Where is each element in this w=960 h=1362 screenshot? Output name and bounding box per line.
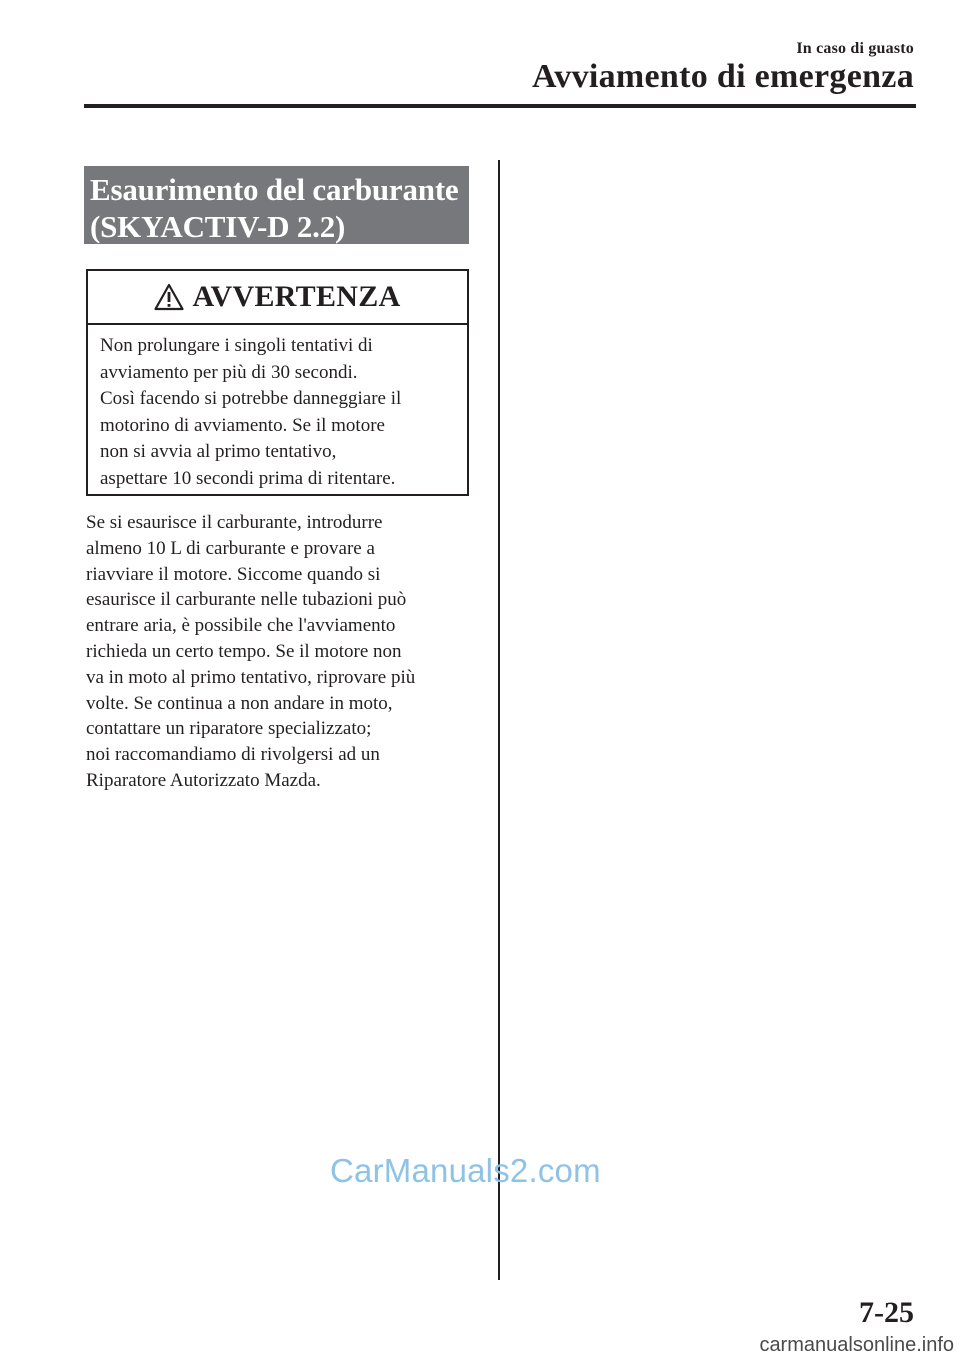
warning-title: AVVERTENZA	[192, 280, 401, 313]
warning-box	[86, 269, 469, 496]
warning-header	[88, 271, 467, 325]
body-line: noi raccomandiamo di rivolgersi ad un	[86, 744, 380, 766]
body-line: contattare un riparatore specializzato;	[86, 718, 372, 740]
section-heading	[84, 166, 469, 244]
body-line: almeno 10 L di carburante e provare a	[86, 537, 375, 559]
warning-line: avviamento per più di 30 secondi.	[100, 361, 358, 383]
body-line: esaurisce il carburante nelle tubazioni può	[86, 589, 407, 611]
section-heading-line: Esaurimento del carburante	[90, 172, 459, 207]
column-divider	[498, 160, 500, 1280]
warning-line: Così facendo si potrebbe danneggiare il	[100, 388, 402, 409]
warning-line: motorino di avviamento. Se il motore	[100, 414, 385, 436]
warning-text	[88, 325, 467, 492]
body-line: entrare aria, è possibile che l'avviamento	[86, 615, 396, 637]
footer-site-link[interactable]: carmanualsonline.info	[759, 1334, 954, 1356]
body-line: va in moto al primo tentativo, riprovare più	[86, 666, 416, 688]
body-line: Riparatore Autorizzato Mazda.	[86, 769, 321, 791]
warning-line: aspettare 10 secondi prima di ritentare.	[100, 467, 396, 489]
warning-triangle-icon	[154, 283, 184, 311]
body-line: Se si esaurisce il carburante, introdurre	[86, 512, 383, 533]
page-title: Avviamento di emergenza	[531, 58, 914, 95]
warning-line: Non prolungare i singoli tentativi di	[100, 335, 373, 356]
body-paragraph	[86, 510, 486, 794]
watermark-link[interactable]: CarManuals2.com	[330, 1152, 601, 1189]
body-line: volte. Se continua a non andare in moto,	[86, 692, 393, 714]
body-line: riavviare il motore. Siccome quando si	[86, 563, 381, 585]
warning-line: non si avvia al primo tentativo,	[100, 441, 337, 462]
chapter-label: In caso di guasto	[796, 40, 914, 57]
section-heading-line: (SKYACTIV-D 2.2)	[90, 209, 346, 244]
header-rule	[84, 104, 916, 108]
body-line: richieda un certo tempo. Se il motore non	[86, 640, 402, 662]
page-number: 7-25	[859, 1296, 914, 1329]
